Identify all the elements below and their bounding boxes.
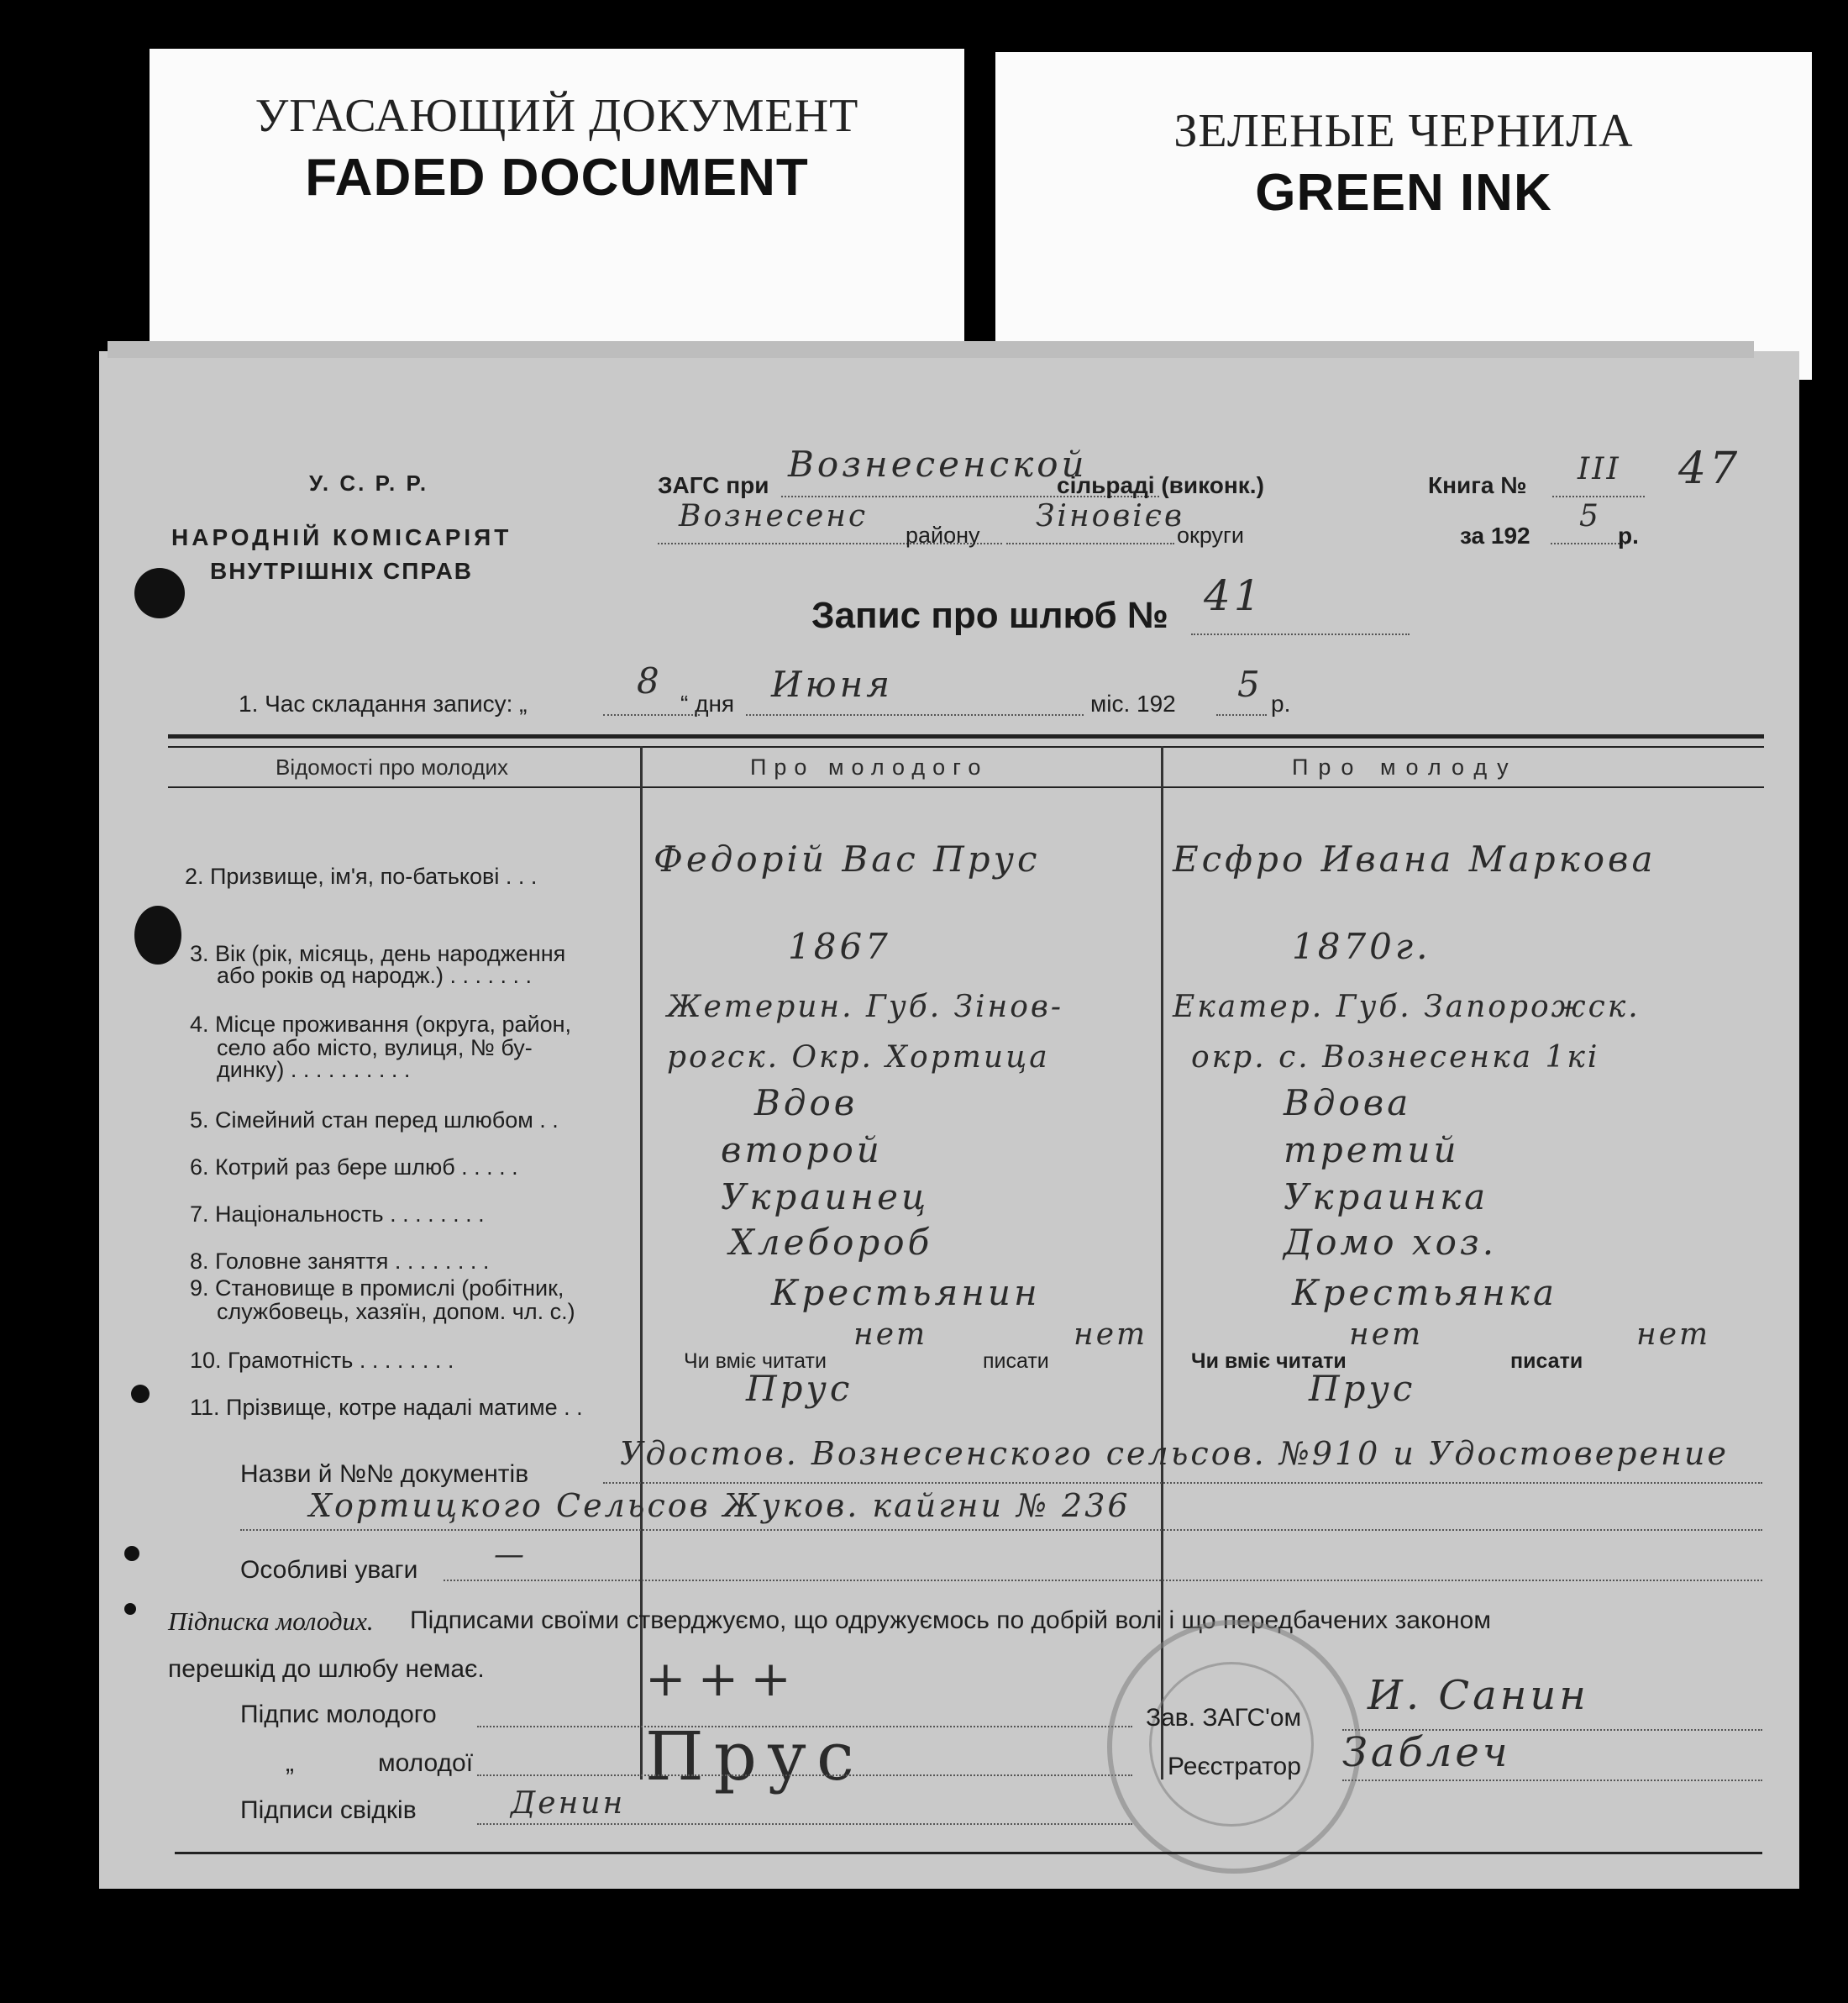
row4-label: 4. Місце проживання (округа, район, xyxy=(190,1012,572,1037)
bride-future-surname: Прус xyxy=(1309,1368,1416,1409)
documents-value-2: Хортицкого Сельсов Жуков. кайгни № 236 xyxy=(309,1487,1131,1524)
bride-read: нет xyxy=(1349,1317,1424,1352)
groom-future-surname: Прус xyxy=(746,1368,853,1409)
punch-hole-mark xyxy=(124,1603,136,1615)
bride-residence-2: окр. с. Вознесенка 1кі xyxy=(1191,1040,1600,1075)
col-header-bride: Про молоду xyxy=(1292,754,1519,780)
row6-label: 6. Котрий раз бере шлюб . . . . . xyxy=(190,1154,518,1180)
pledge-text-2: перешкід до шлюбу немає. xyxy=(168,1655,485,1683)
bride-marital-status: Вдова xyxy=(1284,1082,1412,1123)
faded-label-en: FADED DOCUMENT xyxy=(305,149,809,207)
book-value: III xyxy=(1578,452,1621,486)
pledge-italic: Підписка молодих. xyxy=(168,1606,374,1636)
green-label-ru: ЗЕЛЕНЫЕ ЧЕРНИЛА xyxy=(1173,105,1634,157)
record-title: Запис про шлюб № xyxy=(811,595,1168,636)
groom-occupation: Хлебороб xyxy=(729,1222,933,1263)
registrar-signature: Заблеч xyxy=(1342,1729,1511,1776)
documents-value-1: Удостов. Вознесенского сельсов. №910 и Удостоверение xyxy=(620,1435,1729,1472)
zags-value: Вознесенской xyxy=(788,444,1088,485)
okrug-label: округи xyxy=(1177,523,1244,548)
row10-label: 10. Грамотність . . . . . . . . xyxy=(190,1348,454,1373)
green-label-en: GREEN INK xyxy=(1255,164,1552,222)
book-label: Книга № xyxy=(1428,472,1527,498)
pledge-text: Підписами своїми стверджуємо, що одружуємось по добрій волі і що передбачених законом xyxy=(410,1606,1491,1634)
book-corner-number: 47 xyxy=(1678,444,1741,494)
bride-occupation: Домо хоз. xyxy=(1284,1222,1498,1263)
groom-read: нет xyxy=(853,1317,928,1352)
groom-signature: +++ xyxy=(645,1650,803,1707)
documents-label: Назви й №№ документів xyxy=(240,1460,529,1488)
col-header-groom: Про молодого xyxy=(750,754,989,780)
bride-birth: 1870г. xyxy=(1292,926,1431,967)
punch-hole-mark xyxy=(124,1546,139,1561)
groom-position: Крестьянин xyxy=(771,1272,1041,1313)
bride-read-label: Чи вміє читати xyxy=(1191,1349,1347,1373)
row4-label3: динку) . . . . . . . . . . xyxy=(217,1057,411,1082)
groom-residence-1: Жетерин. Губ. Зінов- xyxy=(667,990,1064,1024)
punch-hole-mark xyxy=(134,568,185,618)
row3-label2: або років од народж.) . . . . . . . xyxy=(217,963,533,988)
punch-hole-mark xyxy=(134,906,181,965)
faded-label-ru: УГАСАЮЩИЙ ДОКУМЕНТ xyxy=(255,90,859,142)
item1-day: 8 xyxy=(637,660,663,702)
okrug-value: Зіновієв xyxy=(1036,499,1184,534)
raion-value: Вознесенс xyxy=(679,499,869,534)
notes-label: Особливі уваги xyxy=(240,1556,418,1584)
zags-label: ЗАГС при xyxy=(658,472,769,498)
row8-label: 8. Головне заняття . . . . . . . . xyxy=(190,1249,490,1274)
item1-label: 1. Час складання запису: „ xyxy=(239,691,528,717)
groom-name: Федорій Вас Прус xyxy=(654,839,1041,880)
item1-year: 5 xyxy=(1237,664,1263,705)
commissariat-line2: ВНУТРІШНІХ СПРАВ xyxy=(210,558,474,584)
registrar-label: Реєстратор xyxy=(1168,1753,1301,1780)
groom-sign-label: Підпис молодого xyxy=(240,1701,437,1728)
bride-sign-label: молодої xyxy=(378,1749,474,1777)
item1-month: Июня xyxy=(771,664,894,705)
commissariat-line1: НАРОДНІЙ КОМІСАРІЯТ xyxy=(171,524,512,550)
groom-marriage-count: второй xyxy=(721,1129,883,1170)
notes-value: — xyxy=(494,1538,527,1572)
faded-document-label xyxy=(150,49,964,360)
punch-hole-mark xyxy=(131,1385,150,1403)
groom-birth: 1867 xyxy=(788,926,891,967)
year-suffix: р. xyxy=(1618,523,1639,549)
row2-label: 2. Призвище, ім'я, по-батькові . . . xyxy=(185,864,538,889)
item1-year-suffix: р. xyxy=(1271,691,1291,717)
row3-label: 3. Вік (рік, місяць, день народження xyxy=(190,941,566,966)
witness-sign-label: Підписи свідків xyxy=(240,1796,417,1824)
groom-write: нет xyxy=(1074,1317,1148,1352)
bride-marriage-count: третий xyxy=(1284,1129,1460,1170)
head-sign-label: Зав. ЗАГС'ом xyxy=(1146,1704,1302,1732)
groom-nationality: Украинец xyxy=(721,1176,930,1217)
item1-month-label: міс. 192 xyxy=(1090,691,1176,717)
row11-label: 11. Прізвище, котре надалі матиме . . xyxy=(190,1395,583,1420)
col-header-info: Відомості про молодих xyxy=(276,754,509,780)
row4-label2: село або місто, вулиця, № бу- xyxy=(217,1035,533,1060)
bride-signature: Прус xyxy=(645,1717,864,1795)
bride-residence-1: Екатер. Губ. Запорожск. xyxy=(1173,990,1641,1024)
bride-write: нет xyxy=(1636,1317,1711,1352)
row5-label: 5. Сімейний стан перед шлюбом . . xyxy=(190,1107,559,1133)
groom-marital-status: Вдов xyxy=(754,1082,858,1123)
bride-sign-prefix: „ xyxy=(286,1749,294,1777)
row7-label: 7. Національность . . . . . . . . xyxy=(190,1201,485,1227)
row9-label: 9. Становище в промислі (робітник, xyxy=(190,1275,564,1301)
witness-signature: Денин xyxy=(511,1786,626,1821)
raion-label: району xyxy=(906,523,980,548)
item1-day-label: “ дня xyxy=(680,691,735,717)
groom-write-label: писати xyxy=(983,1349,1049,1373)
bride-nationality: Украинка xyxy=(1284,1176,1489,1217)
bride-position: Крестьянка xyxy=(1292,1272,1558,1313)
year-label: за 192 xyxy=(1460,523,1530,549)
head-signature: И. Санин xyxy=(1368,1672,1589,1719)
groom-residence-2: рогск. Окр. Хортица xyxy=(667,1040,1050,1075)
groom-read-label: Чи вміє читати xyxy=(684,1349,827,1373)
row9-label2: службовець, хазяїн, допом. чл. с.) xyxy=(217,1299,575,1324)
silradi-label: сільраді (виконк.) xyxy=(1057,472,1264,498)
bride-name: Есфро Ивана Маркова xyxy=(1173,839,1656,880)
marriage-record-sheet xyxy=(99,351,1799,1889)
bride-write-label: писати xyxy=(1510,1349,1583,1373)
official-stamp-inner-ring xyxy=(1149,1662,1314,1827)
record-number: 41 xyxy=(1204,571,1264,620)
green-ink-label xyxy=(995,52,1812,380)
ussr-header: У. С. Р. Р. xyxy=(309,471,429,496)
year-value: 5 xyxy=(1579,499,1601,534)
